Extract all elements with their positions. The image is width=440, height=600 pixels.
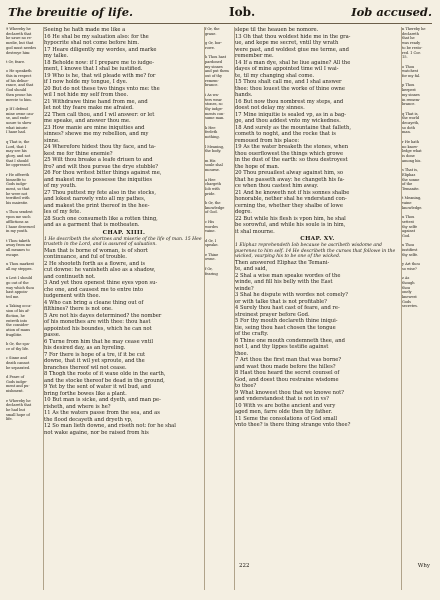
margin-note-line: mine owne cau-: [6, 111, 34, 116]
verse-line: iudgement with thee.: [44, 293, 101, 300]
verse-line: downe, that it wil yet sproute, and the: [44, 358, 145, 365]
verse-line: 22 But while his flesh is vpon him, he shal: [235, 215, 346, 222]
margin-note-line: nothing.: [205, 135, 220, 140]
margin-note-line: brance.: [205, 83, 219, 88]
verse-line: 6 Thine one mouth condemneth thee, and: [235, 337, 345, 344]
verse-line: God, and doest thou restraine wisdome: [235, 376, 339, 383]
verse-line: 4 Surely thou hast cast of feare, and re-: [235, 305, 340, 312]
margin-note-line: of his deliue-: [6, 78, 29, 83]
verse-line: let not thy feare make me afraied.: [44, 105, 134, 111]
margin-note-line: d Feare of: [6, 375, 24, 380]
margin-note-line: decayeth,: [402, 121, 420, 126]
verse-line: 2 Shal a wise man speake wordes of the: [235, 272, 341, 279]
margin-note-line: sume man.: [205, 116, 225, 121]
verse-line: 11 Seme the consolations of God small: [235, 415, 338, 422]
running-header: [8, 5, 432, 24]
margin-note-line: my sinnes: [205, 64, 223, 69]
margin-note-line: this in respect: [6, 74, 32, 79]
margin-note-line: c Sinne and: [6, 356, 27, 361]
margin-note-line: pardoned: [205, 59, 222, 64]
page-body: [6, 27, 434, 600]
verse-line: appointed his boundes, which he can not: [44, 325, 152, 332]
margin-note-line: a Taking occa-: [6, 304, 32, 309]
margin-note-line: r He offereth: [6, 172, 30, 177]
margin-note-line: declareth that: [6, 31, 32, 36]
verse-line: 16 He shal be my saluation also: for the: [44, 33, 149, 40]
verse-line: remember me.: [235, 53, 274, 59]
margin-note-line: mercie to him.: [6, 97, 32, 102]
verse-line: and makest me to possesse the iniquities: [44, 176, 153, 183]
margin-note-line: escape.: [6, 252, 20, 257]
verse-line: 10 But man is sicke, and dyeth, and man pe-: [44, 397, 161, 404]
header-book-name: Iob.: [229, 5, 256, 19]
margin-note-line: ments con-: [205, 111, 225, 116]
margin-note-line: declareth: [402, 31, 419, 36]
verse-line: be sorowful, and while his soule is in him,: [235, 222, 346, 228]
verse-line: thou ouerflowest the things which growe: [235, 150, 344, 157]
verse-line: and the stocke thereof be dead in the ground,: [44, 377, 165, 384]
verse-line: continuance, and ful of trouble.: [44, 254, 127, 261]
verse-line: 26 For thou writest bitter things against me,: [44, 170, 162, 176]
verse-line: te, and said,: [235, 266, 268, 273]
verse-line: wil I not hide my self from thee.: [44, 92, 129, 98]
margin-note-line: ledge what: [402, 149, 422, 154]
chapter-14-argument: 1 He describeth the shortnes and miserie of the life of man. 15 Hee trusteth in the Lord, and is assured of saluation.: [44, 236, 202, 248]
verse-line: thee: thou louest the worke of thine owne: [235, 85, 345, 92]
margin-note-line: uoure to shew: [6, 121, 32, 126]
margin-note-line: thou: [402, 285, 411, 290]
margin-note-line: the world: [402, 116, 419, 121]
margin-note-line: remem-: [205, 78, 219, 83]
margin-note-line: all my steppes.: [6, 266, 33, 271]
margin-note-line: that I should: [6, 158, 29, 163]
verse-line: winde?: [235, 285, 254, 292]
margin-note-line: ted me.: [6, 295, 20, 300]
margin-note-line: way which thou: [6, 285, 34, 290]
verse-line: 19 Who is he, that wil pleade with me? for: [44, 72, 156, 79]
margin-note-line: Gods iudge-: [6, 182, 28, 187]
verse-line: the hope of man.: [235, 163, 280, 170]
margin-note-line: settest: [402, 219, 414, 224]
margin-note-line: away from me: [6, 243, 32, 248]
verse-line: 20 But do not these two things vnto me: the: [44, 85, 160, 92]
margin-note-line: ation of mans: [6, 328, 31, 332]
margin-note-line: Gods: [402, 299, 411, 304]
chapter-15-heading: CHAP. XV.: [300, 236, 335, 242]
verse-line: Seeing he hath made me like a: [44, 27, 126, 33]
margin-note-line: thy selfe: [402, 224, 418, 229]
margin-note-line: feeleth: [205, 130, 218, 135]
margin-note-line: vaine: [402, 201, 412, 206]
margin-note-line: z As: [402, 276, 410, 281]
margin-note-line: d Or, I: [205, 238, 217, 243]
verse-line: ue, and kepe me secret, vntil thy wrath: [235, 40, 339, 46]
margin-note-line: chargeth: [205, 182, 221, 187]
margin-note-line: to be resto-: [402, 45, 423, 50]
margin-note-line: though: [402, 280, 415, 285]
margin-note-line: fearing: [205, 271, 218, 276]
verse-line: were past, and woldest giue me terme, and: [235, 46, 349, 53]
margin-note-line: secretes.: [402, 304, 418, 309]
verse-line: aged men, farre olde then thy father.: [235, 409, 333, 416]
margin-note-line: in remem-: [402, 97, 421, 102]
margin-note-line: b Or, the spa-: [6, 342, 30, 347]
margin-note-line: and put them: [205, 69, 229, 74]
margin-note-line: i As wa-: [205, 92, 219, 97]
chapter-14-continued-verses: [235, 27, 400, 235]
verse-line: and as a garment that is motheaten.: [44, 222, 140, 228]
verse-line: it shal mourne.: [235, 228, 275, 235]
margin-note-line: owne.: [205, 257, 216, 262]
verse-line: 8 Thogh the roote of it waxe olde in the earth,: [44, 371, 166, 378]
verse-line: bring forthe bowes like a plant.: [44, 390, 127, 397]
margin-note-line: g Or, bor-: [205, 41, 222, 46]
margin-note-line: f Or, the: [205, 27, 220, 31]
margin-note-line: ment and pu-: [6, 384, 30, 389]
verse-line: che one, and causest me to entre into: [44, 286, 144, 293]
verse-line: slepe til the heauen be nomore.: [235, 27, 319, 33]
margin-note-line: c His: [205, 219, 215, 224]
margin-note-line: nishment.: [6, 389, 24, 394]
verse-line: thee.: [235, 350, 249, 357]
verse-line: that he passeth away: he changeth his fa-: [235, 176, 345, 183]
verse-line: 8 Hast thou heard the secret counsel of: [235, 370, 340, 377]
margin-note-line: mourne.: [205, 168, 220, 173]
verse-line: of the crafty.: [235, 331, 269, 338]
margin-note-line: the body.: [205, 149, 222, 154]
verse-line: the flood decayeth and dryeth vp,: [44, 416, 133, 423]
margin-note-line: s That is,: [402, 168, 419, 173]
verse-line: 9 What knowest thou that we knowe not?: [235, 389, 345, 396]
margin-note-line: q That is,: [402, 111, 419, 116]
verse-line: of my youth.: [44, 183, 77, 189]
margin-note-line: among his.: [402, 158, 422, 163]
right-margin-notes: [402, 27, 434, 600]
margin-note-line: p Thou: [402, 83, 415, 88]
margin-note-line: he had but: [6, 407, 26, 412]
verse-line: cerning the, whether they shalbe of lowe: [235, 202, 343, 209]
verse-line: 3 Shal he dispute with wordes not comely?: [235, 292, 348, 299]
margin-note-line: t Or, feare.: [6, 59, 26, 64]
verse-line: 9 Yet by the sent of water it wil bud, and: [44, 384, 151, 391]
verse-line: not I, and thy lippes testifie against: [235, 344, 329, 351]
margin-note-line: q That is, the: [6, 139, 30, 144]
chapter-15-verses: [235, 260, 400, 429]
margin-note-line: medie, but that: [6, 41, 34, 46]
margin-note-line: of God.: [205, 210, 218, 215]
margin-note-line: keepest: [402, 88, 416, 93]
verse-line: or with talke that is not profitable?: [235, 298, 327, 305]
margin-note-line: glory, and not: [6, 153, 31, 158]
margin-note-line: afflictions as: [6, 219, 29, 224]
margin-note-line: p If I defend: [6, 106, 28, 111]
verse-line: kest me for thine enemie?: [44, 150, 113, 157]
margin-note-line: was ready: [402, 41, 421, 46]
margin-note-line: thy selfe.: [402, 252, 419, 257]
verse-line: sinne.: [44, 137, 60, 144]
margin-note-line: be oppressed.: [6, 163, 31, 168]
verse-line: 18 And surely as the mountaine that falleth,: [235, 124, 351, 131]
margin-note-line: e Thine: [205, 252, 219, 257]
margin-note-line: no know-: [402, 144, 419, 149]
margin-note-line: brance.: [402, 102, 416, 107]
margin-note-line: o He speaketh: [6, 69, 32, 74]
margin-note-line: small hope of: [6, 412, 30, 417]
margin-note-line: ters wear: [205, 97, 222, 102]
margin-note-line: death cannot: [6, 360, 30, 365]
verse-line: vnto thee? is there thing strange vnto thee?: [235, 422, 351, 429]
margin-note-line: terrified with: [6, 196, 30, 201]
margin-note-line: l Meaning,: [205, 144, 224, 149]
margin-note-line: soule shal: [205, 163, 223, 168]
margin-note-line: destroye him:: [6, 50, 31, 55]
verse-line: hands.: [235, 92, 253, 98]
margin-note-line: God.: [402, 233, 411, 238]
verse-line: and vnderstandest that is not in vs?: [235, 396, 329, 403]
right-text-column: [235, 27, 400, 600]
margin-note-line: onely: [402, 290, 412, 295]
margin-note-line: Lord, that I: [6, 144, 27, 149]
verse-line: 5 Are not his dayes determined? the nomber: [44, 312, 162, 319]
margin-note-line: speake.: [205, 243, 219, 248]
left-text-column: [44, 27, 204, 600]
margin-note-line: that he: [402, 36, 415, 41]
verse-line: les of my fete.: [44, 209, 82, 215]
folio-number: 222: [239, 563, 250, 569]
verse-line: branches thereof wil not cease.: [44, 364, 127, 371]
margin-note-line: fragilitie.: [6, 332, 23, 337]
margin-note-line: he sawe no re-: [6, 36, 32, 41]
margin-note-line: graue.: [205, 31, 217, 36]
verse-line: 7 Art thou the first man that was borne?: [235, 357, 342, 364]
verse-line: ge, and thou addest vnto my wickednes.: [235, 118, 341, 124]
verse-line: 27 Thou puttest my fete also in the stocks,: [44, 189, 156, 196]
margin-note-line: r He hath: [402, 139, 420, 144]
verse-line: hypocrite shal not come before him.: [44, 40, 140, 46]
verse-line: 28 Such one consumeth like a rotten thing,: [44, 215, 158, 222]
verse-line: 17 Mine iniquitie is sealed vp, as in a bag-: [235, 111, 347, 118]
margin-note-line: n Thereby he: [402, 27, 426, 31]
verse-line: ce when thou castest him away.: [235, 183, 319, 189]
margin-note-line: the sonne: [402, 177, 420, 182]
margin-note-line: watchest: [402, 69, 419, 74]
margin-note-line: pride.: [205, 191, 216, 196]
margin-note-line: against: [402, 229, 415, 234]
margin-note-line: his maiestie.: [6, 201, 29, 206]
verse-line: 12 So man lieth downe, and riseth not: for he shal: [44, 423, 176, 430]
margin-note-line: out of thy: [205, 74, 222, 79]
margin-note-line: man.: [402, 130, 411, 135]
margin-note-line: knewest: [402, 295, 417, 300]
margin-note-line: he were not: [6, 191, 28, 196]
verse-line: his desired day, as an hyreling.: [44, 345, 126, 352]
margin-note-line: I haue had.: [6, 130, 26, 135]
margin-note-line: is done: [402, 153, 415, 158]
margin-note-line: be separated.: [6, 365, 31, 370]
margin-note-line: x Lest I should: [6, 276, 33, 281]
verse-line: cometh to noght, and the rocke that is: [235, 131, 336, 137]
margin-note-line: Gods iudge-: [6, 379, 28, 384]
margin-note-line: declareth that: [6, 403, 32, 408]
margin-note-line: then proue his: [6, 92, 32, 97]
margin-note-line: vaine.: [205, 229, 216, 234]
margin-note-line: f Or,: [205, 266, 213, 271]
margin-note-line: all meanes to: [6, 248, 30, 253]
margin-note-line: go out of the: [6, 280, 29, 285]
margin-note-line: red. 1 Cor.: [402, 50, 421, 55]
margin-note-line: rowe.: [205, 45, 215, 50]
verse-line: and continueth not.: [44, 273, 96, 280]
margin-note-line: m His: [205, 158, 216, 163]
verse-line: doest not delay my sinnes.: [235, 105, 305, 111]
verse-line: cut downe: he vanisheth also as a shadow,: [44, 267, 156, 274]
margin-note-line: I haue deserued: [6, 224, 35, 229]
margin-note-line: a Hee: [205, 177, 216, 182]
verse-line: Man that is borne of woman, is of short: [44, 247, 148, 254]
margin-note-line: may see his: [6, 149, 27, 154]
margin-note-line: 9 Whereby he: [6, 27, 31, 31]
margin-note-line: iustifiest: [402, 248, 418, 253]
margin-note-line: thy iudge-: [205, 106, 223, 111]
verse-line: degre.: [235, 209, 252, 215]
margin-note-line: h Thou hast: [205, 55, 226, 60]
header-left-title: The breuitie of life.: [8, 5, 134, 19]
verse-line: honorable, nether shal he vnderstand con-: [235, 196, 347, 202]
verse-line: tie, seing thou hast chosen the tongue: [235, 324, 336, 331]
margin-note-line: Iob with: [205, 186, 220, 191]
verse-line: me speake, and answer thou me.: [44, 118, 131, 124]
verse-line: 2 He shooteth forth as a flowre, and is: [44, 260, 146, 267]
verse-line: 13 Oh that thou woldest hide me in the gra-: [235, 33, 351, 40]
verse-line: 18 Beholde now: if I prepare me to iudge-: [44, 59, 154, 66]
margin-note-line: t Meaning,: [402, 196, 422, 201]
margin-note-line: wordes: [205, 224, 218, 229]
verse-line: dayes of mine appointed time wil I wai-: [235, 66, 339, 72]
center-margin-notes: [205, 27, 233, 600]
verse-line: 22 Then call thou, and I wil answer: or let: [44, 111, 155, 118]
verse-line: and makest the print thereof in the hee-: [44, 202, 150, 209]
chapter-15-argument: 1 Eliphaz reprehendeth Iob because he ascribeth wisdome and puerenes to him self. 14 He describeth the curses that followe in the wicked, vsurping his to be one of the wicked.: [235, 243, 396, 260]
verse-line: 4 Who can bring a cleane thing out of: [44, 299, 144, 306]
chapter-14-verses: [44, 248, 204, 437]
verse-line: 3 And yet thou openest thine eyes vpon su-: [44, 280, 158, 287]
margin-note-line: hast appoin-: [6, 290, 28, 295]
verse-line: to thee?: [235, 383, 257, 390]
margin-note-line: my sinnes: [402, 92, 420, 97]
margin-note-line: b Or, the: [205, 201, 221, 206]
margin-note-line: u Thou markest: [6, 262, 34, 267]
margin-note-line: for my fal.: [402, 74, 421, 79]
margin-note-line: knowledge.: [402, 205, 423, 210]
verse-line: 21 Withdrawe thine hand from me, and: [44, 98, 148, 105]
margin-note-line: the consider-: [6, 323, 30, 328]
margin-note-line: ment, so that: [6, 186, 30, 191]
margin-note-line: rance, and that: [6, 83, 34, 88]
left-margin-notes: [6, 27, 42, 600]
margin-note-line: x Thou: [402, 243, 415, 248]
margin-note-line: se, and ende-: [6, 116, 30, 121]
verse-line: 15 Thou shalt call me, and I shal answer: [235, 79, 342, 85]
header-right-title: Iob accused.: [351, 5, 432, 19]
verse-line: 11 As the waters passe from the sea, and as: [44, 410, 160, 417]
verse-line: 17 Heare diligently my wordes, and marke: [44, 46, 157, 53]
margin-note-line: god must needes: [6, 45, 37, 50]
margin-note-line: o Thou: [402, 64, 415, 69]
verse-line: and lokest narowly vnto all my pathes,: [44, 196, 146, 202]
verse-line: my talke.: [44, 53, 69, 59]
verse-line: 14 If a man dye, shal he liue againe? All the: [235, 59, 351, 66]
verse-line: if I now holde my tongue, I dye.: [44, 79, 128, 85]
margin-note-line: himselfe to: [6, 177, 26, 182]
margin-note-line: so wise?: [402, 266, 417, 271]
margin-note-line: t Thou taketh: [6, 238, 30, 243]
margin-note-line: sion of his af-: [6, 309, 30, 314]
verse-line: winde, and fill his belly with the East: [235, 279, 333, 286]
verse-line: Then answered Eliphaz the Temani-: [235, 259, 330, 266]
verse-line: risheth, and where is he?: [44, 403, 111, 410]
verse-line: 24 Wherefore hidest thou thy face, and ta-: [44, 144, 156, 150]
margin-note-line: stones, so: [205, 102, 223, 107]
margin-note-line: in my youth.: [6, 229, 28, 234]
margin-note-line: knowledge: [205, 205, 225, 210]
verse-line: 21 And he knoweth not if his sonnes shalbe: [235, 189, 350, 196]
verse-line: and wast thou made before the hilles?: [235, 363, 336, 370]
chapter-13-verses: [44, 27, 204, 229]
margin-note-line: life.: [6, 417, 13, 422]
margin-note-line: u Thou: [402, 215, 415, 220]
margin-note-line: so doth: [402, 125, 416, 130]
verse-line: 6 Turne from him that he may cease vntil: [44, 338, 153, 345]
margin-note-line: k Hee: [205, 125, 216, 130]
verse-line: 5 For thy mouth declareth thine iniqui-: [235, 318, 338, 325]
chapter-14-heading: CHAP. XIIII.: [102, 229, 146, 236]
verse-line: ment, I knowe that I shal be iustified.: [44, 66, 143, 72]
margin-note-line: fliction, he: [6, 313, 25, 318]
catchword: Why: [417, 563, 430, 569]
margin-note-line: God should: [6, 88, 27, 93]
verse-line: 20 Thou preuailest alway against him, so: [235, 170, 344, 176]
verse-line: te, til my changing shal come.: [235, 72, 315, 79]
margin-note-line: vpon me such: [6, 215, 31, 220]
margin-note-line: Temanite.: [402, 186, 420, 191]
margin-note-line: e Whereby he: [6, 398, 31, 403]
margin-note-line: y Art thou: [402, 262, 420, 267]
verse-line: not wake againe, nor be raised from his: [44, 429, 149, 436]
verse-line: 25 Wilt thou breake a leafe driuen to and: [44, 157, 153, 163]
margin-note-line: of the: [402, 182, 413, 187]
verse-line: 23 How manie are mine iniquities and: [44, 124, 145, 131]
verse-line: in the dust of the earth: so thou destroyest: [235, 157, 348, 163]
verse-line: fro? and wilt thou pursue the drye stubble?: [44, 163, 159, 170]
verse-line: filthines? there is not one.: [44, 306, 113, 313]
verse-line: 7 For there is hope of a tre, if it be cut: [44, 351, 146, 358]
verse-line: of his monethes are with thee: thou hast: [44, 319, 151, 326]
margin-note-line: 15.: [402, 55, 408, 60]
verse-line: 16 But now thou nombrest my steps, and: [235, 98, 344, 105]
verse-line: passe.: [44, 332, 61, 339]
margin-note-line: what iniurie: [6, 125, 28, 130]
margin-note-line: ce of thy life.: [6, 346, 29, 351]
verse-line: sinnes? shewe me my rebellion, and my: [44, 131, 149, 137]
margin-note-line: s Thou sendest: [6, 210, 33, 215]
margin-note-line: entreth into: [6, 318, 28, 323]
verse-line: 19 As the water breaketh the stones, when: [235, 144, 349, 150]
margin-note-line: Eliphaz: [402, 172, 416, 177]
verse-line: streinest prayer before God.: [235, 311, 310, 318]
verse-line: remoued from his place:: [235, 137, 300, 144]
verse-line: 10 With vs are bothe ancient and very: [235, 402, 336, 409]
